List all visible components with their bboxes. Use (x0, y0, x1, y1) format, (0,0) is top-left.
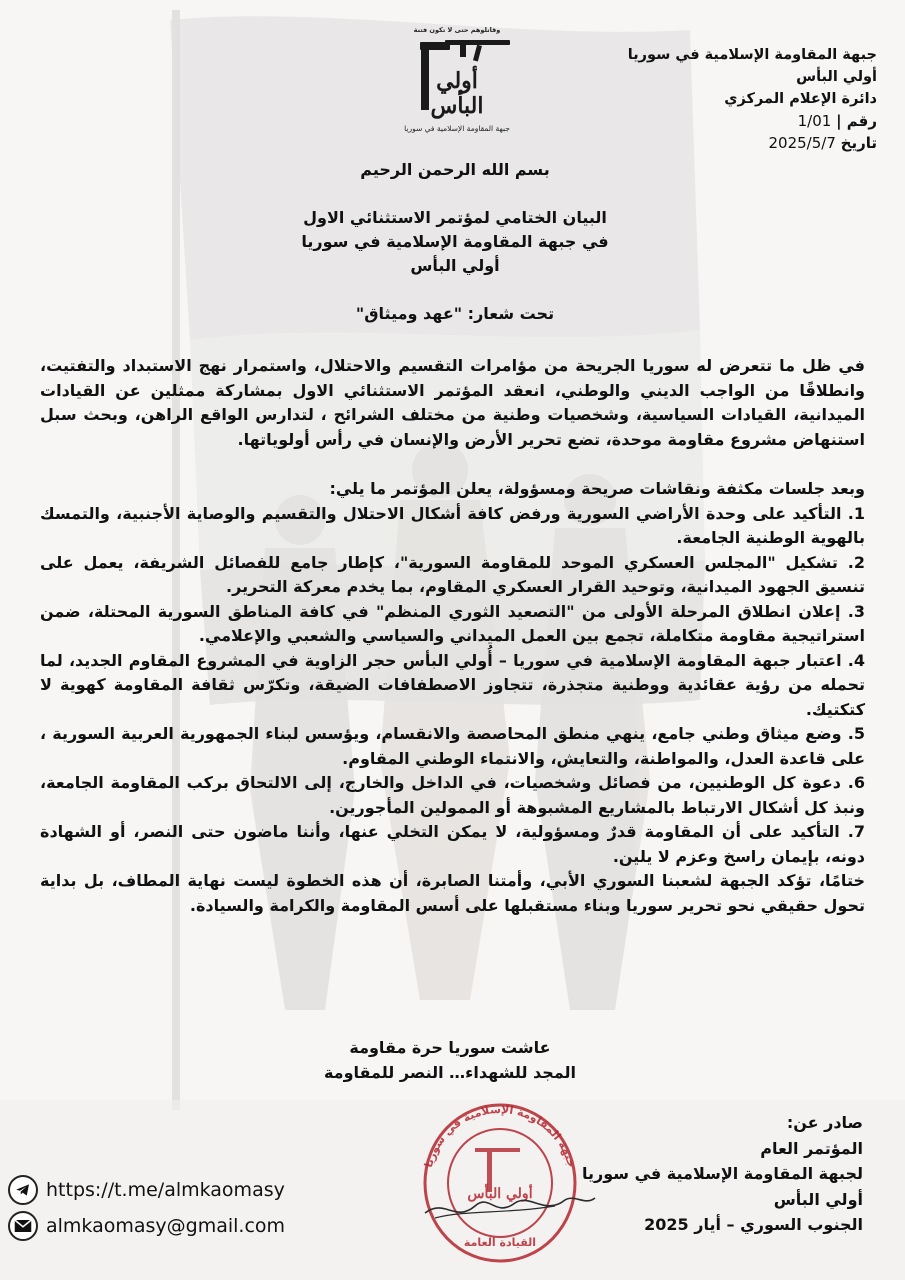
logo-main-text-2: البأس (430, 93, 484, 119)
email-link[interactable] (8, 1209, 338, 1243)
issued-line-3: أولي البأس (773, 1189, 863, 1209)
resolution-item: 4. اعتبار جبهة المقاومة الإسلامية في سوريا – أُولي البأس حجر الزاوية في المشروع المقاوم الجديد، لما تحمله من رؤية عقائدية ووطنية متجذرة، تتجاوز الاصطفافات الضيقة، وتكرّس ثقافة المقاومة كهوية لا كتكتيك. (40, 650, 865, 719)
date-label: تاريخ (840, 134, 877, 152)
resolutions-list (40, 502, 865, 870)
email-address[interactable]: almkaomasy@gmail.com (46, 1215, 286, 1237)
statement-title (200, 158, 710, 326)
ref-label: رقم | (836, 112, 877, 130)
title-line-3: أولي البأس (410, 256, 500, 275)
resolution-item: 1. التأكيد على وحدة الأراضي السورية ورفض كافة أشكال الاحتلال والتقسيم والوصاية الأجنبية، والتمسك بالهوية الوطنية الجامعة. (40, 503, 865, 547)
department-name: دائرة الإعلام المركزي (724, 91, 877, 107)
document-date (577, 132, 877, 154)
telegram-link[interactable] (8, 1173, 338, 1207)
title-slogan: تحت شعار: "عهد وميثاق" (355, 304, 555, 323)
conclusion-paragraph: ختامًا، تؤكد الجبهة لشعبنا السوري الأبي، وأمتنا الصابرة، أن هذه الخطوة ليست نهاية المطاف، بل بداية تحول حقيقي نحو تحرير سوريا وبناء مستقبلها على أسس المقاومة والكرامة والسيادة. (40, 871, 865, 915)
stamp-center-text: أولي البأس (467, 1186, 533, 1202)
basmala: بسم الله الرحمن الرحيم (360, 160, 550, 179)
stamp-bottom-text: القيادة العامة (463, 1236, 537, 1249)
resolution-item: 5. وضع ميثاق وطني جامع، ينهي منطق المحاصصة والانقسام، ويؤسس لبناء الجمهورية العربية السورية ، على قاعدة العدل، والمواطنة، والتعايش، والانتماء الوطني المقاوم. (40, 724, 865, 768)
olibas-logo (385, 18, 530, 138)
document-header (577, 44, 877, 154)
intro-paragraph: في ظل ما تتعرض له سوريا الجريحة من مؤامرات التقسيم والاحتلال، واستمرار نهج الاستبداد والتفتيت، وانطلاقًا من الواجب الديني والوطني، انعقد المؤتمر الاستثنائي الاول بمشاركة ممثلين عن القيادات الميدانية، القيادات السياسية، وشخصيات وطنية من مختلف الشرائح ، لتدارس الواقع الراهن، وبحث سبل استنهاض مشروع مقاومة موحدة، تضع تحرير الأرض والإنسان في رأس أولوياتها. (40, 356, 865, 449)
issued-line-2: لجبهة المقاومة الإسلامية في سوريا (582, 1164, 863, 1183)
logo-top-text: وقاتلوهم حتى لا تكون فتنة (413, 26, 501, 34)
date-value: 2025/5/7 (768, 134, 836, 152)
telegram-url[interactable]: https://t.me/almkaomasy (46, 1179, 285, 1201)
title-line-1: البيان الختامي لمؤتمر الاستثنائي الاول (303, 208, 607, 227)
logo-bottom-text: جبهة المقاومة الإسلامية في سوريا (404, 124, 510, 133)
resolution-item: 3. إعلان انطلاق المرحلة الأولى من "التصعيد الثوري المنظم" في كافة المناطق السورية المحتلة، ضمن استراتيجية مقاومة متكاملة، تجمع بين العمل الميداني والسياسي والشعبي والإعلامي. (40, 601, 865, 645)
issued-line-1: المؤتمر العام (760, 1138, 863, 1158)
stamp-ring-text: جبهة المقاومة الإسلامية في سوريا (421, 1102, 579, 1169)
official-stamp (395, 1098, 605, 1268)
contact-links (8, 1173, 338, 1243)
issued-label: صادر عن: (786, 1113, 863, 1132)
issued-line-4: الجنوب السوري – أيار 2025 (644, 1215, 863, 1234)
closing-line-1: عاشت سوريا حرة مقاومة (349, 1038, 551, 1057)
statement-body (40, 354, 865, 918)
brand-name: أولي البأس (796, 69, 877, 85)
closing-line-2: المجد للشهداء… النصر للمقاومة (323, 1063, 577, 1082)
closing-slogans (260, 1035, 640, 1085)
resolutions-lead: وبعد جلسات مكثفة ونقاشات صريحة ومسؤولة، يعلن المؤتمر ما يلي: (329, 479, 865, 498)
resolution-item: 2. تشكيل "المجلس العسكري الموحد للمقاومة السورية"، كإطار جامع للفصائل الشريفة، يعمل على تنسيق الجهود الميدانية، وتوحيد القرار العسكري المقاوم، بما يخدم معركة التحرير. (40, 552, 865, 596)
resolution-item: 7. التأكيد على أن المقاومة قدرٌ ومسؤولية، لا يمكن التخلي عنها، وأننا ماضون حتى النصر، أو الشهادة دونه، بإيمان راسخ وعزم لا يلين. (40, 822, 865, 866)
title-line-2: في جبهة المقاومة الإسلامية في سوريا (301, 232, 609, 251)
reference-number (577, 110, 877, 132)
ref-value: 1/01 (797, 112, 832, 130)
resolution-item: 6. دعوة كل الوطنيين، من فصائل وشخصيات، في الداخل والخارج، إلى الالتحاق بركب المقاومة الجامعة، ونبذ كل أشكال الارتباط بالمشاريع المشبوهة أو الممولين المأجورين. (40, 773, 865, 817)
logo-main-text-1: أولي (436, 68, 478, 94)
telegram-icon (8, 1175, 38, 1205)
org-name: جبهة المقاومة الإسلامية في سوريا (627, 47, 877, 63)
email-icon (8, 1211, 38, 1241)
